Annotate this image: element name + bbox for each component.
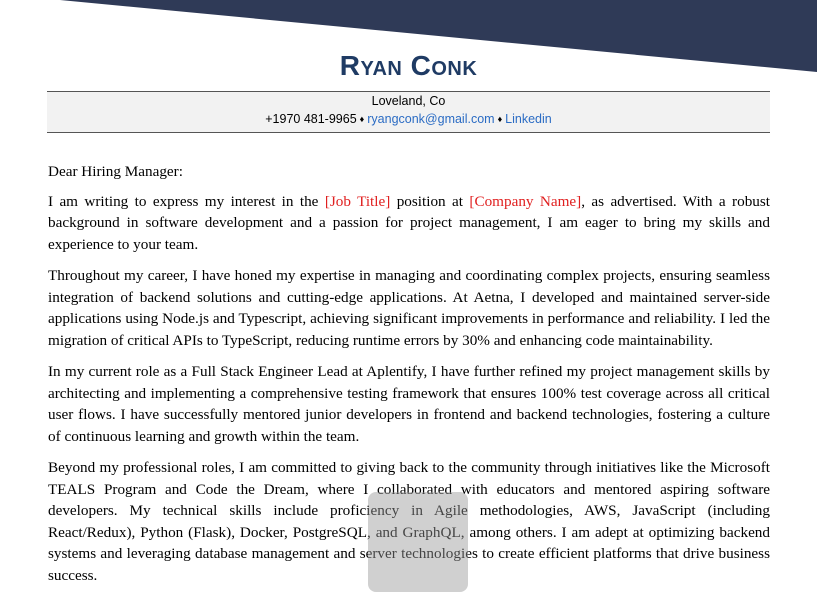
email-link[interactable]: ryangconk@gmail.com xyxy=(367,112,495,126)
company-name-placeholder: [Company Name] xyxy=(469,192,582,210)
phone-text: +1970 481-9965 xyxy=(265,112,357,126)
paragraph-intro xyxy=(48,191,770,256)
contact-info-band xyxy=(47,91,770,133)
paragraph-community: Beyond my professional roles, I am committed to giving back to the community through initiatives like the Microsoft TEALS Program and Code the Dream, where I collaborated with educators and mentored aspiring software developers. My technical skills include proficiency in Agile methodologies, AWS, JavaScript (including React/Redux), Python (Flask), Docker, PostgreSQL, and GraphQL, among others. I am adept at optimizing backend systems and leveraging database management and server technologies to create efficient platforms that drive business success. xyxy=(48,459,770,584)
salutation: Dear Hiring Manager: xyxy=(48,163,183,180)
applicant-name: Ryan Conk xyxy=(339,50,478,81)
linkedin-link[interactable]: Linkedin xyxy=(505,112,552,126)
location-line xyxy=(47,94,770,108)
paragraph-experience: Throughout my career, I have honed my expertise in managing and coordinating complex projects, ensuring seamless integration of backend solutions and cutting-edge applications. At Aetna, I developed and maintained server-side applications using Node.js and Typescript, achieving significant improvements in performance and reliability. I led the migration of critical APIs to TypeScript, reducing runtime errors by 30% and enhancing code maintainability. xyxy=(48,267,770,349)
job-title-placeholder: [Job Title] xyxy=(324,192,391,210)
diamond-separator-icon: ♦ xyxy=(359,114,365,124)
diamond-separator-icon: ♦ xyxy=(497,114,503,124)
intro-text-a: I am writing to express my interest in the xyxy=(48,192,325,210)
paragraph-current-role: In my current role as a Full Stack Engineer Lead at Aplentify, I have further refined my project management skills by architecting and implementing a comprehensive testing framework that ensures 100% test coverage across all critical user flows. I have successfully mentored junior developers in frontend and backend technologies, fostering a culture of continuous learning and growth within the team. xyxy=(48,363,770,445)
location-text: Loveland, Co xyxy=(371,94,446,108)
contact-line xyxy=(47,112,770,126)
gray-overlay-box xyxy=(368,492,468,592)
intro-text-c: , as advertised. With a robust background in software development and a passion for project management, I am eager to bring my skills and experience to your team. xyxy=(48,192,771,253)
intro-text-b: position at xyxy=(390,192,470,210)
